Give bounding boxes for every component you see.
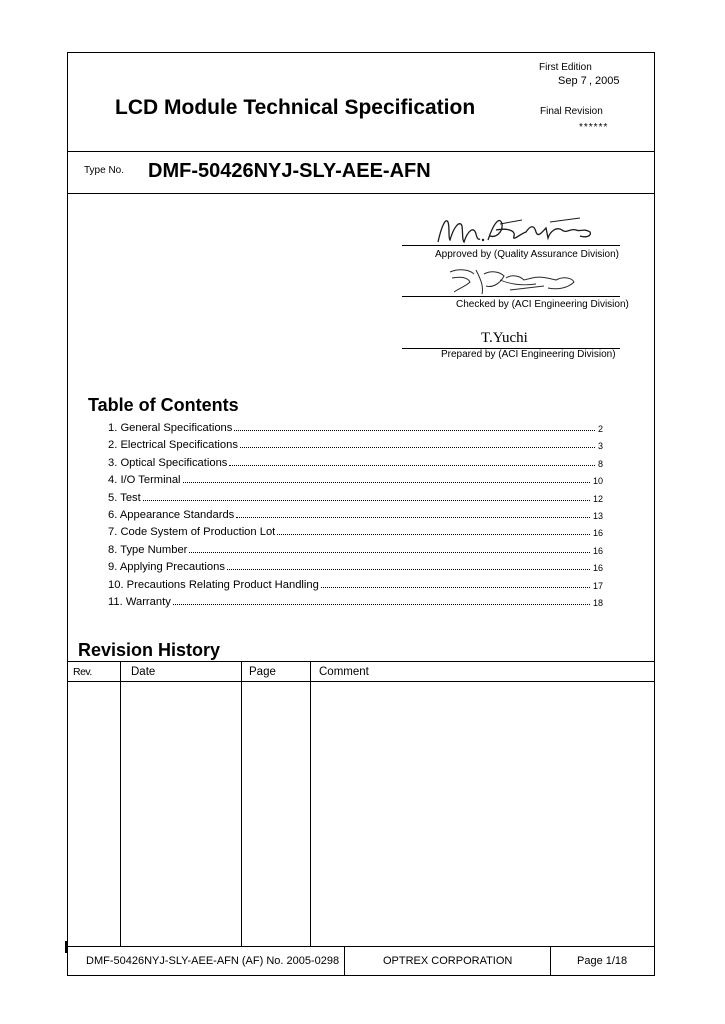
toc-leader-dots (234, 430, 595, 431)
toc-item (108, 522, 603, 538)
toc-item (108, 453, 603, 469)
checked-line (402, 296, 620, 297)
toc-item-page: 13 (592, 511, 603, 521)
toc-item-label: 8. Type Number (108, 543, 188, 556)
toc-item (108, 435, 603, 451)
footer-col-divider (550, 946, 551, 976)
toc-item-label: 7. Code System of Production Lot (108, 526, 276, 539)
type-label: Type No. (84, 165, 125, 176)
toc-item-label: 11. Warranty (108, 596, 171, 608)
toc-item-label: 1. General Specifications (108, 422, 233, 434)
toc-leader-dots (236, 517, 590, 518)
toc-item-page: 16 (592, 563, 603, 574)
edition-label: First Edition (539, 62, 592, 73)
toc-item (108, 557, 603, 573)
toc-item-page: 18 (592, 598, 603, 608)
type-number: DMF-50426NYJ-SLY-AEE-AFN (148, 160, 431, 182)
type-divider (67, 193, 655, 194)
toc-leader-dots (240, 447, 595, 448)
column-header-rev: Rev. (73, 666, 92, 678)
toc-item (108, 470, 603, 486)
footer-divider (67, 946, 655, 947)
toc-item-page: 16 (592, 528, 603, 539)
prepared-caption: Prepared by (ACI Engineering Division) (441, 349, 616, 360)
toc-leader-dots (229, 465, 595, 466)
toc-leader-dots (227, 569, 590, 570)
toc-item-label: 5. Test (108, 491, 141, 504)
revision-label: Final Revision (540, 106, 603, 117)
column-header-comment: Comment (319, 666, 369, 678)
toc-item-page: 3 (597, 441, 603, 452)
document-title: LCD Module Technical Specification (115, 96, 476, 119)
approved-line (402, 245, 620, 246)
toc-title: Table of Contents (88, 395, 239, 415)
toc-item (108, 505, 603, 521)
toc-item-label: 4. I/O Terminal (108, 474, 181, 487)
toc-leader-dots (143, 500, 590, 501)
toc-leader-dots (183, 482, 590, 483)
footer-col-divider (344, 946, 345, 976)
approved-caption: Approved by (Quality Assurance Division) (435, 249, 619, 260)
edition-date: Sep 7 , 2005 (558, 75, 620, 87)
toc-leader-dots (277, 534, 590, 535)
toc-item-page: 10 (592, 476, 603, 487)
revision-col-divider (241, 661, 242, 946)
revision-col-divider (310, 661, 311, 946)
toc-item (108, 540, 603, 556)
toc-item (108, 592, 603, 608)
footer-page: Page 1/18 (577, 955, 628, 967)
column-header-page: Page (249, 666, 276, 678)
toc-item-page: 2 (597, 424, 603, 434)
toc-item (108, 418, 603, 434)
toc-item-page: 16 (592, 545, 603, 556)
toc-item-page: 12 (592, 493, 603, 504)
toc-item-page: 17 (592, 580, 603, 591)
toc-leader-dots (189, 552, 590, 553)
toc-leader-dots (321, 587, 590, 588)
toc-item (108, 488, 603, 504)
checked-signature (440, 264, 580, 298)
footer-company: OPTREX CORPORATION (383, 955, 513, 967)
approved-signature (430, 212, 605, 248)
column-header-date: Date (131, 666, 156, 678)
toc-item-page: 8 (597, 458, 603, 469)
toc-item-label: 10. Precautions Relating Product Handling (108, 578, 319, 591)
header-divider (67, 151, 655, 152)
revision-table-top (67, 661, 655, 662)
toc-item-label: 6. Appearance Standards (108, 509, 235, 521)
footer-doc-id: DMF-50426NYJ-SLY-AEE-AFN (AF) No. 2005-0298 (86, 955, 340, 967)
toc-item (108, 575, 603, 591)
revision-value: ****** (579, 122, 609, 133)
toc-item-label: 3. Optical Specifications (108, 456, 228, 469)
prepared-name: T.Yuchi (481, 330, 528, 346)
revision-history-title: Revision History (78, 640, 221, 660)
toc-item-label: 2. Electrical Specifications (108, 439, 238, 452)
margin-mark (65, 941, 67, 953)
checked-caption: Checked by (ACI Engineering Division) (456, 299, 629, 310)
revision-col-divider (120, 661, 121, 946)
toc-item-label: 9. Applying Precautions (108, 561, 225, 574)
revision-table-header-bottom (67, 681, 655, 682)
toc-leader-dots (173, 604, 590, 605)
